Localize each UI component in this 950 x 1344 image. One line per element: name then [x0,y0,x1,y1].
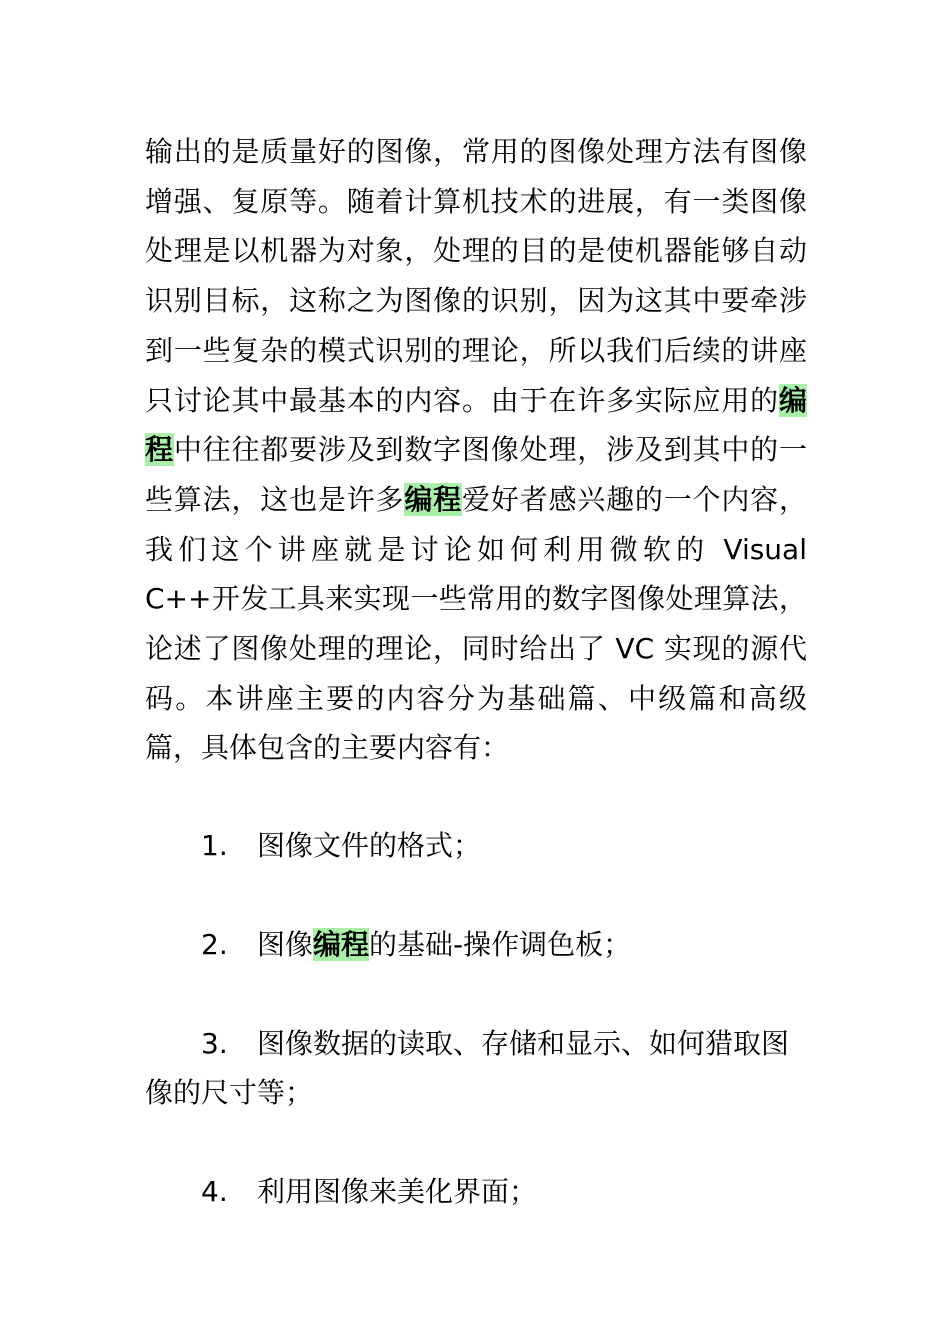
intro-text-3: 爱好者感兴趣的一个内容，我们这个讲座就是讨论如何利用微软的 Visual C++开发工具来实现一些常用的数字图像处理算法，论述了图像处理的理论，同时给出了 VC 实现的源代码。本讲座主要的内容分为基础篇、中级篇和高级篇，具体包含的主要内容有： [145,482,807,765]
list-text: 图像数据的读取、存储和显示、如何猎取图像的尺寸等； [145,1026,790,1110]
list-number: 3. [201,1026,228,1060]
intro-text-1: 输出的是质量好的图像，常用的图像处理方法有图像增强、复原等。随着计算机技术的进展，有一类图像处理是以机器为对象，处理的目的是使机器能够自动识别目标，这称之为图像的识别，因为这其中要牵涉到一些复杂的模式识别的理论，所以我们后续的讲座只讨论其中最基本的内容。由于在许多实际应用的 [145,135,807,417]
intro-paragraph [145,127,807,773]
list-text: 图像文件的格式； [257,829,482,863]
list-text: 利用图像来美化界面； [257,1174,538,1208]
list-text: 图像 [257,927,314,961]
list-item [145,1167,807,1217]
highlight-keyword: 编程 [313,927,370,961]
list-item [145,920,807,970]
highlight-keyword: 编程 [404,482,462,516]
list-item [145,1019,807,1118]
list-number: 2. [201,927,228,961]
intro-text-2: 中往往都要涉及到数字图像处理，涉及到其中的一些算法，这也是许多 [145,433,807,516]
document-page [145,127,807,1217]
list-number: 4. [201,1174,228,1208]
list-number: 1. [201,829,228,863]
list-item [145,821,807,871]
list-text: 的基础-操作调色板； [369,927,632,961]
highlight-keyword: 编程 [145,383,807,467]
